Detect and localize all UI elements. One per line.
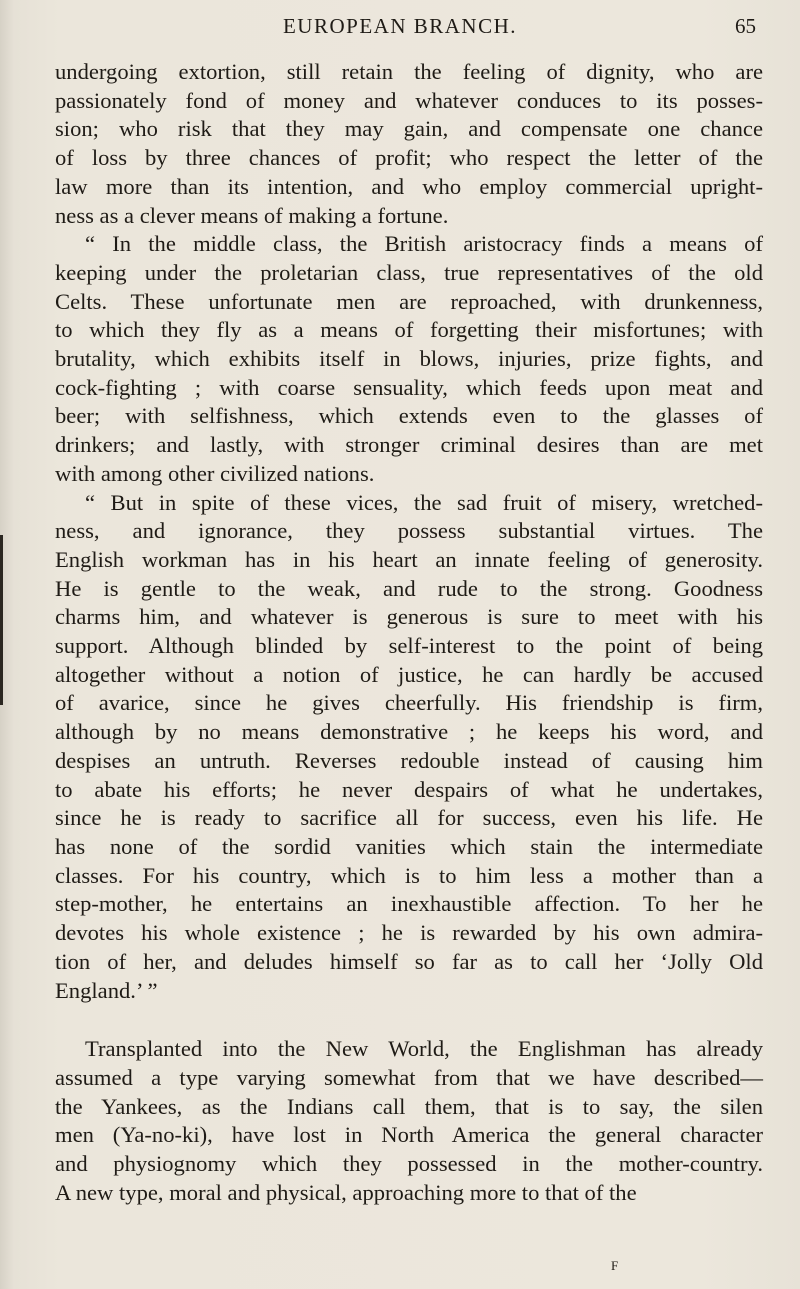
text-line: assumed a type varying somewhat from that we have described—	[55, 1064, 763, 1090]
text-line: passionately fond of money and whatever conduces to its posses-	[55, 87, 763, 113]
text-line: England.’ ”	[55, 977, 158, 1003]
text-line: to which they fly as a means of forgetting their misfortunes; with	[55, 317, 763, 343]
text-line: cock-fighting ; with coarse sensuality, which feeds upon meat and	[55, 374, 763, 400]
text-line: charms him, and whatever is generous is sure to meet with his	[55, 604, 763, 630]
text-line: “ In the middle class, the British aristocracy finds a means of	[85, 231, 763, 257]
text-line: of loss by three chances of profit; who respect the letter of the	[55, 145, 763, 171]
text-line: A new type, moral and physical, approaching more to that of the	[55, 1179, 637, 1205]
text-line: men (Ya-no-ki), have lost in North America the general character	[55, 1122, 763, 1148]
text-line: Celts. These unfortunate men are reproached, with drunkenness,	[55, 288, 763, 314]
text-line: He is gentle to the weak, and rude to the strong. Goodness	[55, 575, 763, 601]
text-line: drinkers; and lastly, with stronger criminal desires than are met	[55, 432, 763, 458]
text-line: support. Although blinded by self-interest to the point of being	[55, 633, 763, 659]
text-line: sion; who risk that they may gain, and compensate one chance	[55, 116, 763, 142]
text-line: has none of the sordid vanities which stain the intermediate	[55, 833, 763, 859]
binding-edge-mark	[0, 535, 3, 705]
text-line: ness as a clever means of making a fortune.	[55, 202, 449, 228]
body-text	[55, 58, 763, 1207]
signature-mark: F	[611, 1258, 619, 1273]
paragraph-gap	[55, 1005, 763, 1035]
text-line: despises an untruth. Reverses redouble instead of causing him	[55, 747, 763, 773]
text-line: “ But in spite of these vices, the sad fruit of misery, wretched-	[85, 489, 763, 515]
text-line: of avarice, since he gives cheerfully. His friendship is firm,	[55, 690, 763, 716]
paragraph	[55, 489, 763, 1006]
text-line: with among other civilized nations.	[55, 460, 375, 486]
text-line: since he is ready to sacrifice all for success, even his life. He	[55, 805, 763, 831]
paragraph	[55, 58, 763, 230]
text-line: and physiognomy which they possessed in the mother-country.	[55, 1151, 763, 1177]
text-line: English workman has in his heart an innate feeling of generosity.	[55, 546, 763, 572]
running-title: EUROPEAN BRANCH.	[282, 14, 518, 38]
paragraph	[55, 230, 763, 488]
text-line: the Yankees, as the Indians call them, that is to say, the silen	[55, 1093, 763, 1119]
text-line: to abate his efforts; he never despairs of what he undertakes,	[55, 776, 763, 802]
text-line: Transplanted into the New World, the Englishman has already	[85, 1036, 763, 1062]
text-line: devotes his whole existence ; he is rewarded by his own admira-	[55, 920, 763, 946]
text-line: law more than its intention, and who employ commercial upright-	[55, 173, 763, 199]
text-line: ness, and ignorance, they possess substantial virtues. The	[55, 518, 763, 544]
page-number: 65	[735, 14, 756, 38]
paragraph	[55, 1035, 763, 1207]
text-line: altogether without a notion of justice, he can hardly be accused	[55, 661, 763, 687]
text-line: classes. For his country, which is to him less a mother than a	[55, 862, 763, 888]
page-header	[0, 14, 800, 44]
text-line: keeping under the proletarian class, true representatives of the old	[55, 259, 763, 285]
text-line: beer; with selfishness, which extends even to the glasses of	[55, 403, 763, 429]
text-line: although by no means demonstrative ; he keeps his word, and	[55, 719, 763, 745]
text-line: brutality, which exhibits itself in blows, injuries, prize fights, and	[55, 346, 763, 372]
text-line: undergoing extortion, still retain the feeling of dignity, who are	[55, 59, 763, 84]
text-line: step-mother, he entertains an inexhaustible affection. To her he	[55, 891, 763, 917]
text-line: tion of her, and deludes himself so far as to call her ‘Jolly Old	[55, 948, 763, 974]
